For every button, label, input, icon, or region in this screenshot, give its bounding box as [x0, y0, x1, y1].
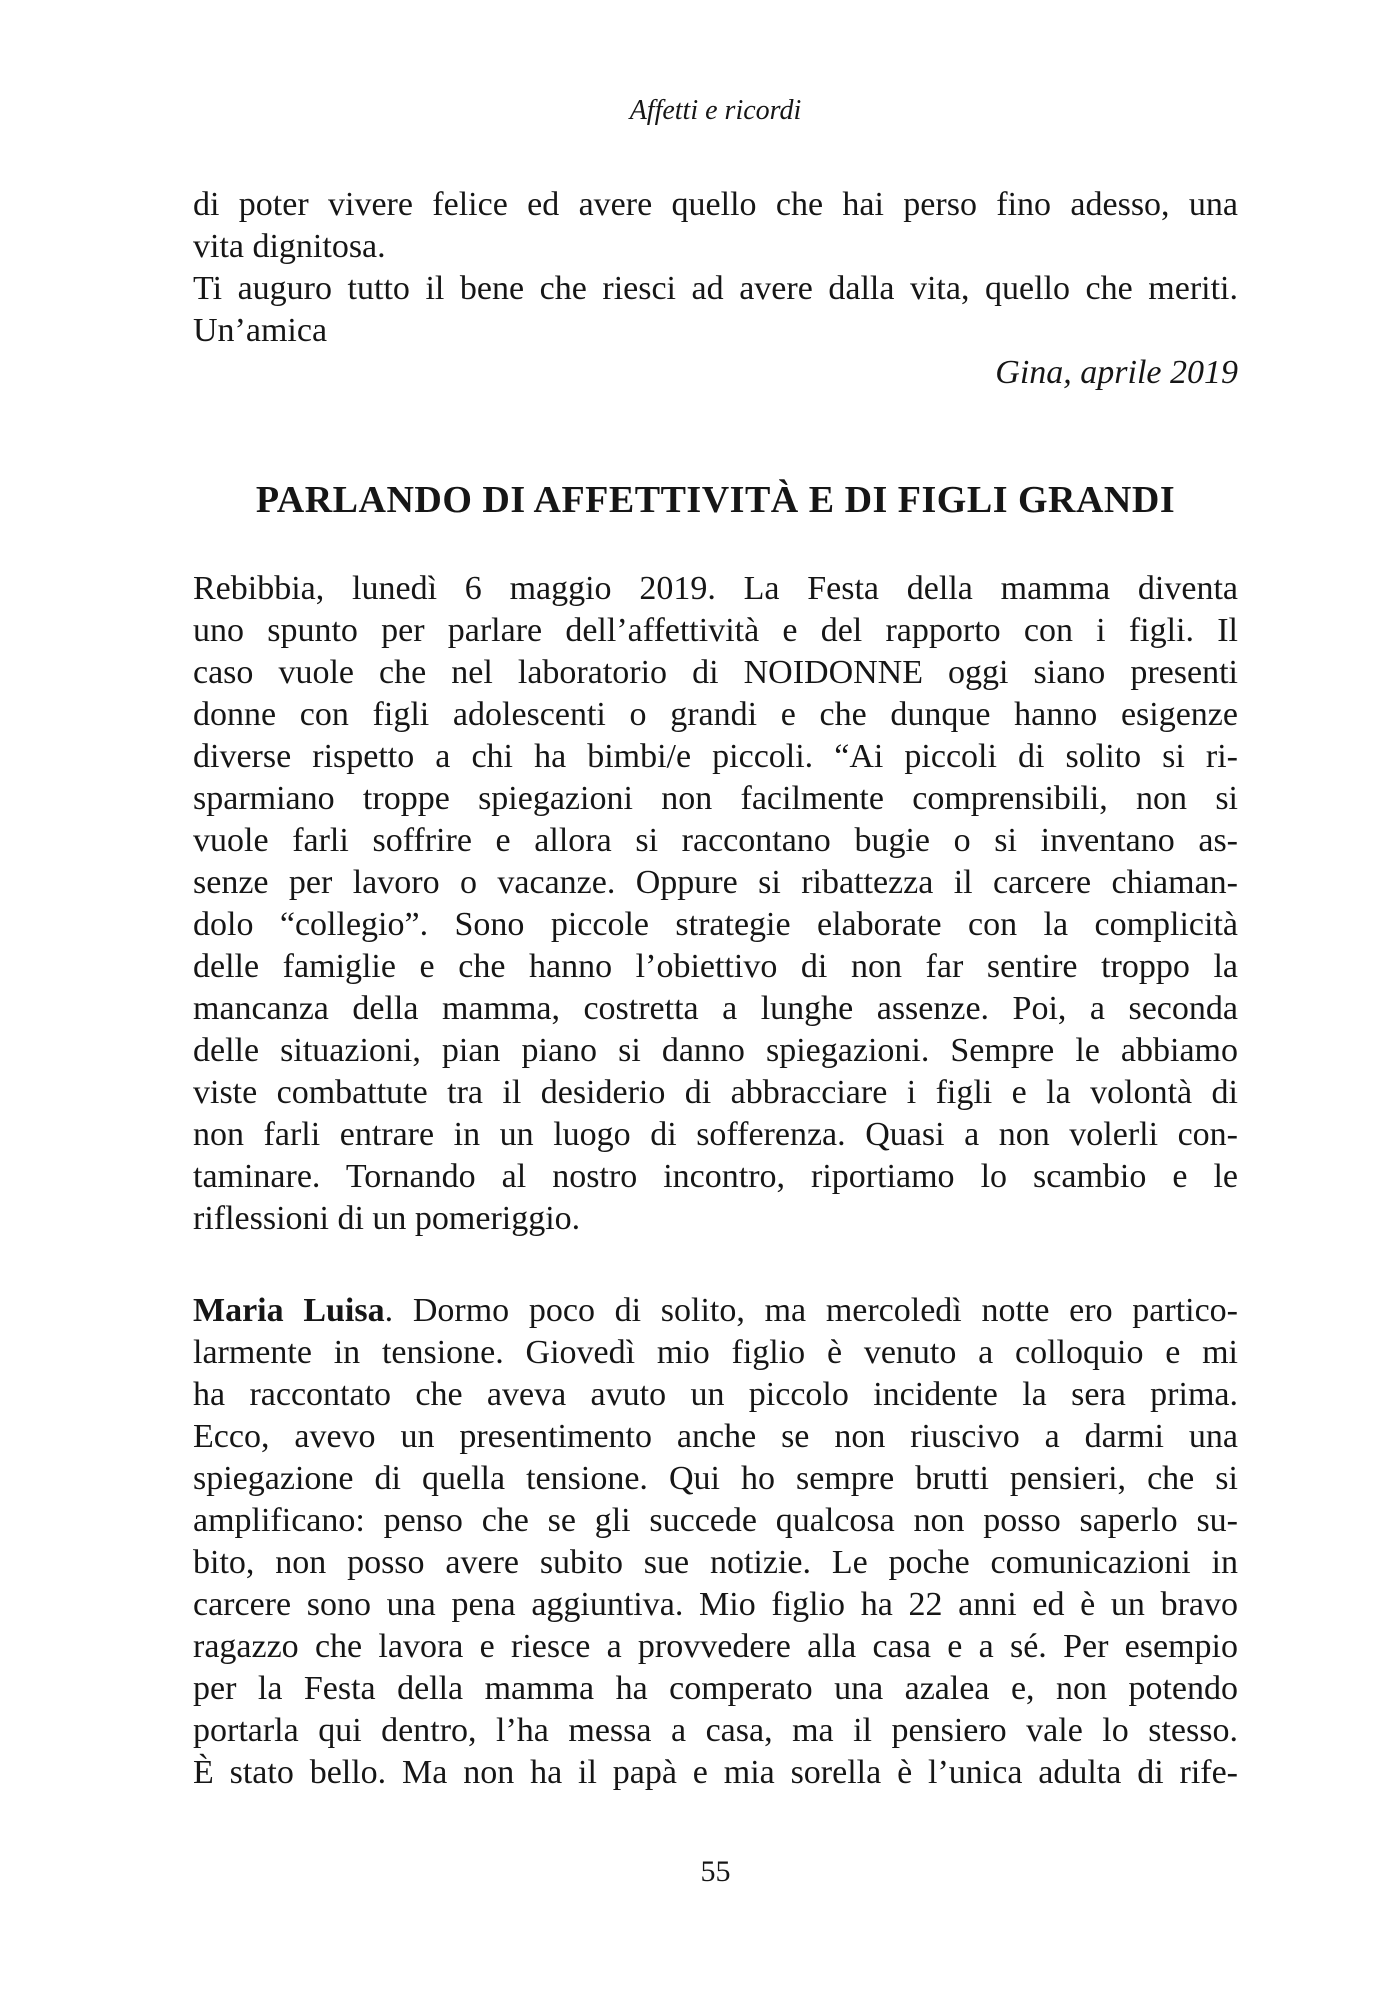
letter-line: vita dignitosa. — [193, 228, 386, 265]
section-heading: PARLANDO DI AFFETTIVITÀ E DI FIGLI GRANDI — [255, 479, 1176, 521]
running-header: Affetti e ricordi — [629, 95, 802, 126]
intro-paragraph — [193, 568, 1238, 1240]
intro-line: delle famiglie e che hanno l’obiettivo di non far sentire troppo la — [193, 948, 1238, 985]
intro-line: donne con figli adolescenti o grandi e che dunque hanno esigenze — [193, 696, 1238, 733]
intro-line: diverse rispetto a chi ha bimbi/e piccoli. “Ai piccoli di solito si ri- — [193, 738, 1238, 775]
dialog-line: Ecco, avevo un presentimento anche se non riuscivo a darmi una — [193, 1418, 1238, 1455]
letter-line: Ti auguro tutto il bene che riesci ad avere dalla vita, quello che meriti. — [193, 270, 1238, 307]
dialog-line: spiegazione di quella tensione. Qui ho sempre brutti pensieri, che si — [193, 1460, 1238, 1497]
letter-line: di poter vivere felice ed avere quello che hai perso fino adesso, una — [193, 186, 1238, 223]
intro-line: riflessioni di un pomeriggio. — [193, 1200, 581, 1237]
dialog-line: carcere sono una pena aggiuntiva. Mio figlio ha 22 anni ed è un bravo — [193, 1586, 1238, 1623]
intro-line: non farli entrare in un luogo di sofferenza. Quasi a non volerli con- — [193, 1116, 1238, 1153]
maria-luisa-paragraph — [193, 1290, 1238, 1794]
dialog-line: portarla qui dentro, l’ha messa a casa, ma il pensiero vale lo stesso. — [193, 1712, 1238, 1749]
intro-line: senze per lavoro o vacanze. Oppure si ribattezza il carcere chiaman- — [193, 864, 1238, 901]
dialog-line: ragazzo che lavora e riesce a provvedere alla casa e a sé. Per esempio — [193, 1628, 1238, 1665]
dialog-text: . Dormo poco di solito, ma mercoledì notte ero partico- — [384, 1292, 1238, 1329]
intro-line: delle situazioni, pian piano si danno spiegazioni. Sempre le abbiamo — [193, 1032, 1238, 1069]
intro-line: caso vuole che nel laboratorio di NOIDONNE oggi siano presenti — [193, 654, 1238, 691]
dialog-line: bito, non posso avere subito sue notizie. Le poche comunicazioni in — [193, 1544, 1238, 1581]
dialog-line — [193, 1290, 1238, 1332]
intro-line: uno spunto per parlare dell’affettività e del rapporto con i figli. Il — [193, 612, 1238, 649]
text-column — [193, 0, 1238, 1890]
letter-signature: Gina, aprile 2019 — [995, 354, 1238, 391]
intro-line: vuole farli soffrire e allora si raccontano bugie o si inventano as- — [193, 822, 1238, 859]
intro-line: dolo “collegio”. Sono piccole strategie elaborate con la complicità — [193, 906, 1238, 943]
page-number: 55 — [700, 1855, 731, 1888]
dialog-line: per la Festa della mamma ha comperato una azalea e, non potendo — [193, 1670, 1238, 1707]
dialog-line: amplificano: penso che se gli succede qualcosa non posso saperlo su- — [193, 1502, 1238, 1539]
dialog-line: ha raccontato che aveva avuto un piccolo incidente la sera prima. — [193, 1376, 1238, 1413]
intro-line: sparmiano troppe spiegazioni non facilmente comprensibili, non si — [193, 780, 1238, 817]
intro-line: Rebibbia, lunedì 6 maggio 2019. La Festa della mamma diventa — [193, 570, 1238, 607]
letter-line: Un’amica — [193, 312, 328, 349]
dialog-line: È stato bello. Ma non ha il papà e mia sorella è l’unica adulta di rife- — [193, 1754, 1238, 1791]
intro-line: mancanza della mamma, costretta a lunghe assenze. Poi, a seconda — [193, 990, 1238, 1027]
letter-block — [193, 184, 1238, 394]
intro-line: viste combattute tra il desiderio di abbracciare i figli e la volontà di — [193, 1074, 1238, 1111]
intro-line: taminare. Tornando al nostro incontro, riportiamo lo scambio e le — [193, 1158, 1238, 1195]
dialog-line: larmente in tensione. Giovedì mio figlio è venuto a colloquio e mi — [193, 1334, 1238, 1371]
speaker-name: Maria Luisa — [193, 1292, 385, 1329]
